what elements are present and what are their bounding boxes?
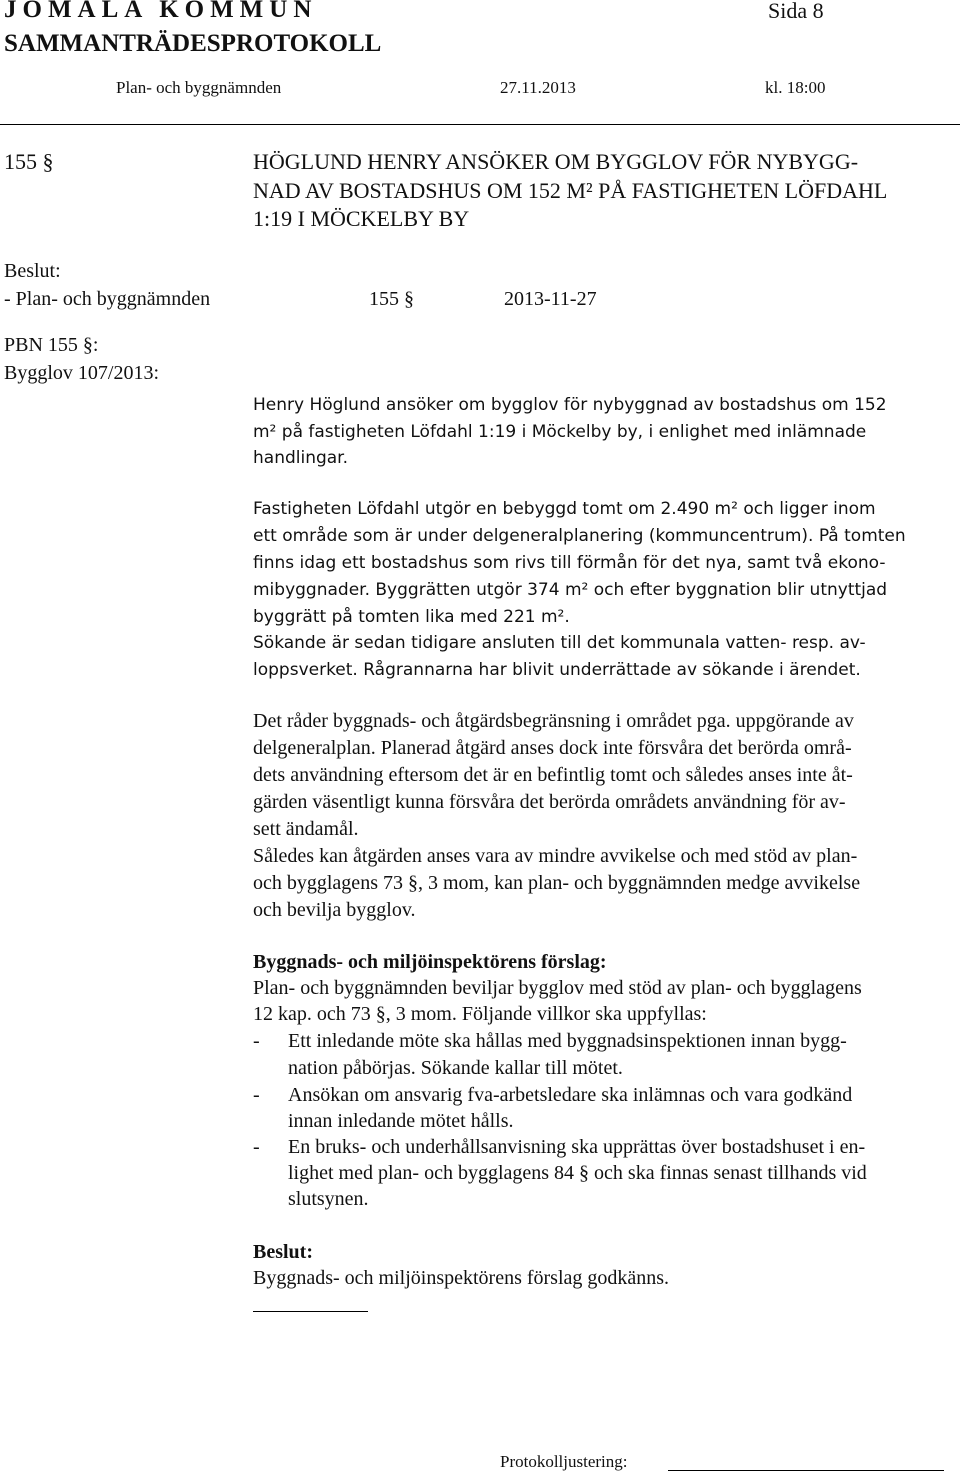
decision-text: Byggnads- och miljöinspektörens förslag godkänns. (253, 1267, 670, 1289)
organization-name: JOMALA KOMMUN (4, 0, 318, 23)
proposal-line: Plan- och byggnämnden beviljar bygglov med stöd av plan- och bygglagens (253, 977, 862, 999)
body-line: m² på fastigheten Löfdahl 1:19 i Möckelby by, i enlighet med inlämnade (253, 422, 867, 442)
meeting-body: Plan- och byggnämnden (116, 78, 282, 97)
condition-line: En bruks- och underhållsanvisning ska upprättas över bostadshuset i en- (288, 1136, 866, 1158)
meeting-time: kl. 18:00 (765, 78, 826, 97)
body-line: loppsverket. Rågrannarna har blivit underrättade av sökande i ärendet. (253, 660, 861, 680)
beslut-label: Beslut: (4, 260, 61, 282)
case-number: 155 § (4, 149, 54, 174)
condition-line: lighet med plan- och bygglagens 84 § och ska finnas senast tillhands vid (288, 1162, 867, 1184)
bullet-dash: - (253, 1136, 260, 1158)
body-line: gärden väsentligt kunna försvåra det berörda områdets användning för av- (253, 791, 846, 813)
body-line: Henry Höglund ansöker om bygglov för nybyggnad av bostadshus om 152 (253, 395, 887, 415)
body-line: delgeneralplan. Planerad åtgärd anses dock inte försvåra det berörda områ- (253, 737, 852, 759)
condition-line: Ansökan om ansvarig fva-arbetsledare ska inlämnas och vara godkänd (288, 1084, 853, 1106)
body-line: handlingar. (253, 448, 349, 468)
beslut-entry-body: - Plan- och byggnämnden (4, 288, 211, 310)
body-line: finns idag ett bostadshus som rivs till förmån för det nya, samt två ekono- (253, 553, 886, 573)
body-line: Det råder byggnads- och åtgärdsbegränsning i området pga. uppgörande av (253, 710, 854, 732)
body-line: mibyggnader. Byggrätten utgör 374 m² och efter byggnation blir utnyttjad (253, 580, 888, 600)
case-title-line: HÖGLUND HENRY ANSÖKER OM BYGGLOV FÖR NYBYGG- (253, 149, 859, 174)
condition-line: innan inledande mötet hålls. (288, 1110, 514, 1132)
proposal-line: 12 kap. och 73 §, 3 mom. Följande villkor ska uppfyllas: (253, 1003, 707, 1025)
body-line: Sökande är sedan tidigare ansluten till det kommunala vatten- resp. av- (253, 633, 866, 653)
body-line: Fastigheten Löfdahl utgör en bebyggd tomt om 2.490 m² och ligger inom (253, 499, 876, 519)
meeting-date: 27.11.2013 (500, 78, 576, 97)
document-type: SAMMANTRÄDESPROTOKOLL (4, 30, 382, 57)
body-line: byggrätt på tomten lika med 221 m². (253, 607, 570, 627)
condition-line: nation påbörjas. Sökande kallar till mötet. (288, 1057, 623, 1079)
body-line: Således kan åtgärden anses vara av mindre avvikelse och med stöd av plan- (253, 845, 858, 867)
signature-line (668, 1470, 944, 1471)
body-line: dets användning eftersom det är en befintlig tomt och således anses inte åt- (253, 764, 853, 786)
beslut-entry-date: 2013-11-27 (504, 288, 597, 310)
pbn-reference: PBN 155 §: (4, 334, 99, 356)
bygglov-reference: Bygglov 107/2013: (4, 362, 160, 384)
end-rule (253, 1311, 368, 1312)
condition-line: slutsynen. (288, 1188, 369, 1210)
body-line: och bygglagens 73 §, 3 mom, kan plan- och byggnämnden medge avvikelse (253, 872, 861, 894)
proposal-heading: Byggnads- och miljöinspektörens förslag: (253, 951, 607, 973)
body-line: sett ändamål. (253, 818, 359, 840)
beslut-entry-paragraph: 155 § (369, 288, 414, 310)
decision-label: Beslut: (253, 1241, 313, 1263)
case-title-line: 1:19 I MÖCKELBY BY (253, 206, 470, 231)
case-title-line: NAD AV BOSTADSHUS OM 152 M² PÅ FASTIGHETEN LÖFDAHL (253, 178, 888, 203)
body-line: ett område som är under delgeneralplanering (kommuncentrum). På tomten (253, 526, 906, 546)
bullet-dash: - (253, 1084, 260, 1106)
body-line: och bevilja bygglov. (253, 899, 416, 921)
bullet-dash: - (253, 1030, 260, 1052)
page-number: Sida 8 (768, 0, 824, 23)
protocol-verification-label: Protokolljustering: (500, 1452, 628, 1471)
condition-line: Ett inledande möte ska hållas med byggnadsinspektionen innan bygg- (288, 1030, 847, 1052)
header-divider (0, 124, 960, 125)
